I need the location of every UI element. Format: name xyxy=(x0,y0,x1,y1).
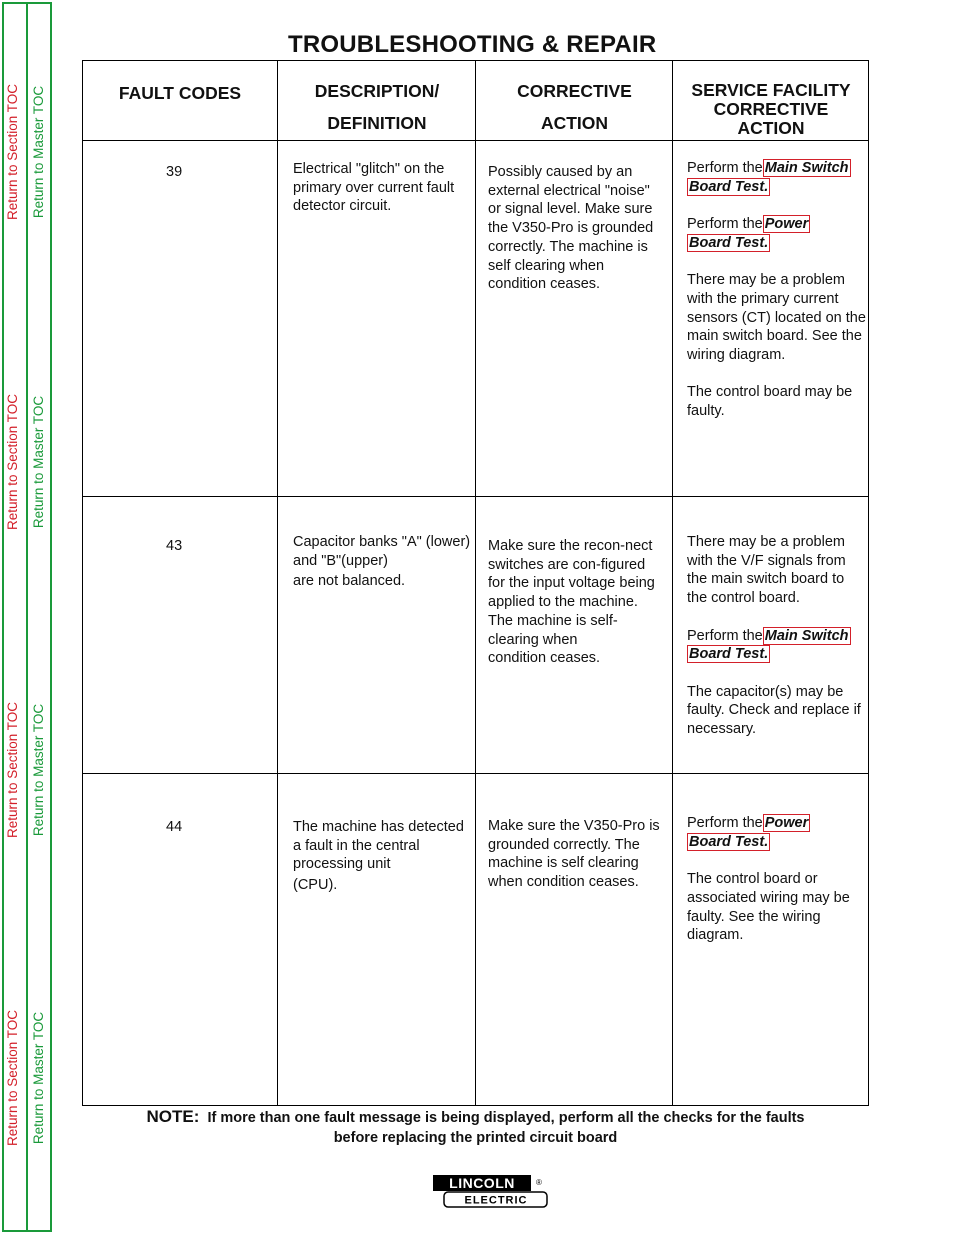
header-fault-codes: FAULT CODES xyxy=(118,83,242,103)
toc-divider xyxy=(26,2,28,1232)
service-paragraph: The control board or associated wiring may be faulty. See the wiring diagram. xyxy=(687,871,850,944)
return-to-master-toc-link-2[interactable]: Return to Master TOC xyxy=(31,395,46,529)
fault-code-44: 44 xyxy=(166,819,183,835)
header-description-line-2: DEFINITION xyxy=(327,113,427,133)
service-action-43 xyxy=(687,533,867,739)
fault-code-43: 43 xyxy=(166,538,183,554)
description-text: Capacitor banks "A" (lower) and "B"(upper) xyxy=(293,534,471,569)
power-board-test-link[interactable]: Power xyxy=(764,815,809,831)
logo-bottom-text: ELECTRIC xyxy=(464,1194,528,1207)
perform-text: Perform the xyxy=(687,627,763,644)
main-switch-board-test-link[interactable]: Main Switch xyxy=(764,160,849,176)
corrective-action-44: Make sure the V350-Pro is grounded correctly. The machine is self clearing when condition ceases. xyxy=(488,818,660,891)
logo-top-text: LINCOLN xyxy=(449,1175,515,1191)
service-paragraph xyxy=(687,627,867,646)
service-paragraph: There may be a problem with the V/F signals from the main switch board to the control board. xyxy=(687,534,846,607)
note-line-1: If more than one fault message is being displayed, perform all the checks for the faults xyxy=(207,1110,805,1126)
return-to-section-toc-link-3[interactable]: Return to Section TOC xyxy=(5,701,20,839)
lincoln-electric-logo xyxy=(432,1173,548,1209)
service-paragraph xyxy=(687,234,869,253)
note-line-2: before replacing the printed circuit board xyxy=(333,1130,618,1146)
return-to-section-toc-link-2[interactable]: Return to Section TOC xyxy=(5,393,20,531)
service-paragraph xyxy=(687,215,869,234)
perform-text: Perform the xyxy=(687,815,763,831)
return-to-section-toc-link-4[interactable]: Return to Section TOC xyxy=(5,1009,20,1147)
service-paragraph xyxy=(687,645,867,664)
main-switch-board-test-link[interactable]: Board Test. xyxy=(689,646,769,663)
description-text: The machine has detected a fault in the central processing unit xyxy=(293,819,464,873)
corrective-action-39: Possibly caused by an external electrical "noise" or signal level. Make sure the V350-Pro is grounded correctly. The machine is self clearing when condition ceases. xyxy=(488,164,654,293)
main-switch-board-test-link[interactable]: Main Switch xyxy=(764,627,849,644)
service-action-44 xyxy=(687,814,869,945)
table-bottom-border xyxy=(82,1105,869,1106)
column-divider xyxy=(277,60,278,1105)
service-action-39 xyxy=(687,159,869,421)
column-divider xyxy=(475,60,476,1105)
description-text: (CPU). xyxy=(293,877,338,894)
return-to-section-toc-link-1[interactable]: Return to Section TOC xyxy=(5,83,20,221)
perform-text: Perform the xyxy=(687,216,763,233)
fault-code-39: 39 xyxy=(166,164,183,180)
footer-note xyxy=(82,1107,869,1148)
service-paragraph xyxy=(687,833,869,852)
perform-text: Perform the xyxy=(687,160,763,176)
service-paragraph: The control board may be faulty. xyxy=(687,384,853,420)
corrective-text: condition ceases. xyxy=(488,650,601,667)
note-label: NOTE: xyxy=(146,1107,200,1126)
header-service-line-3: ACTION xyxy=(737,118,805,138)
header-row-divider xyxy=(82,140,869,141)
table-left-border xyxy=(82,60,83,1105)
return-to-master-toc-link-4[interactable]: Return to Master TOC xyxy=(31,1011,46,1145)
column-divider xyxy=(672,60,673,1105)
page-title: TROUBLESHOOTING & REPAIR xyxy=(288,31,657,58)
service-paragraph xyxy=(687,178,869,197)
header-service-facility xyxy=(673,81,869,138)
registered-mark: ® xyxy=(536,1178,542,1187)
corrective-text: Make sure the recon-nect switches are con-figured for the input voltage being applied to the machine. The machine is self-clearing when xyxy=(488,538,655,648)
header-description-line-1: DESCRIPTION/ xyxy=(314,81,440,101)
header-corrective-line-1: CORRECTIVE xyxy=(517,81,632,101)
header-service-line-2: CORRECTIVE xyxy=(713,99,829,119)
return-to-master-toc-link-3[interactable]: Return to Master TOC xyxy=(31,703,46,837)
row-divider xyxy=(82,496,869,497)
power-board-test-link[interactable]: Board Test. xyxy=(689,234,769,251)
row-divider xyxy=(82,773,869,774)
main-switch-board-test-link[interactable]: Board Test. xyxy=(689,178,769,195)
service-paragraph: The capacitor(s) may be faulty. Check and replace if necessary. xyxy=(687,683,861,737)
description-39: Electrical "glitch" on the primary over current fault detector circuit. xyxy=(293,161,455,215)
service-paragraph xyxy=(687,814,869,833)
description-text: are not balanced. xyxy=(293,573,406,590)
description-43 xyxy=(293,533,471,591)
service-paragraph xyxy=(687,159,869,178)
power-board-test-link[interactable]: Board Test. xyxy=(689,833,769,850)
description-44 xyxy=(293,818,469,895)
header-corrective-line-2: ACTION xyxy=(540,113,609,133)
corrective-action-43 xyxy=(488,537,666,668)
header-service-line-1: SERVICE FACILITY xyxy=(691,80,851,100)
power-board-test-link[interactable]: Power xyxy=(764,216,809,233)
service-paragraph: There may be a problem with the primary current sensors (CT) located on the main switch board. See the wiring diagram. xyxy=(687,272,866,363)
return-to-master-toc-link-1[interactable]: Return to Master TOC xyxy=(31,85,46,219)
